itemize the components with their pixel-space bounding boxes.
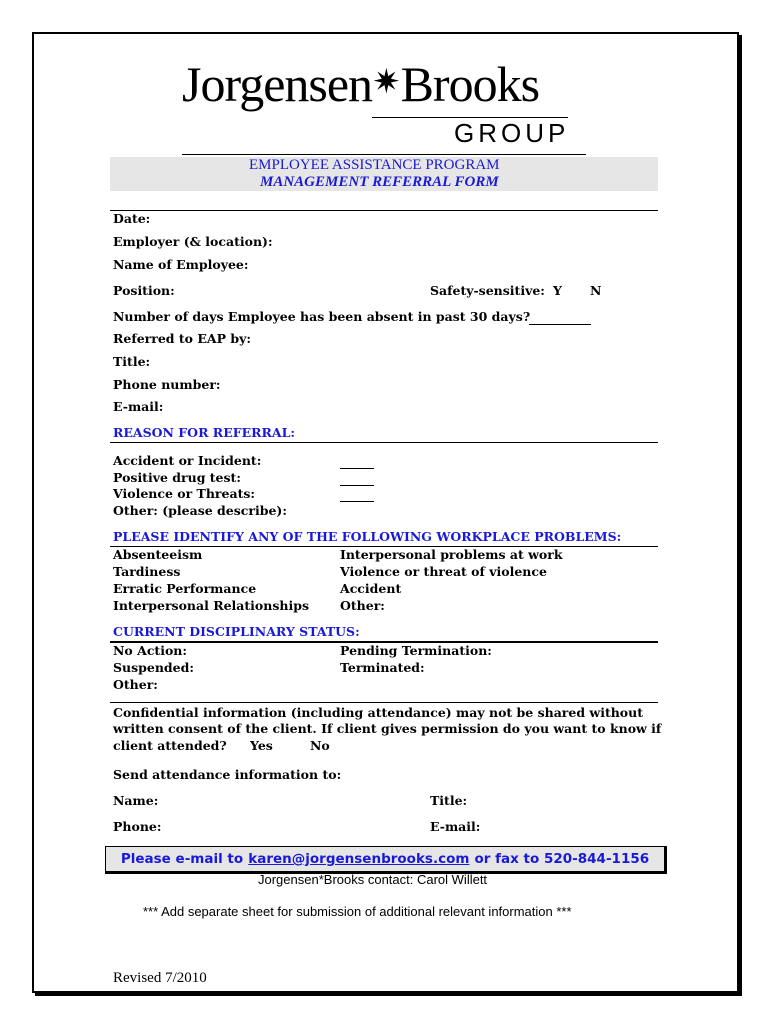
safety-yes-option[interactable]: Y — [553, 283, 562, 298]
problem-accident[interactable]: Accident — [340, 581, 402, 596]
program-title: EMPLOYEE ASSISTANCE PROGRAM — [249, 157, 500, 173]
discipline-other[interactable]: Other: — [113, 677, 158, 692]
date-label: Date: — [113, 211, 151, 226]
problem-violence-threat[interactable]: Violence or threat of violence — [340, 564, 547, 579]
confidential-line-2: written consent of the client. If client gives permission do you want to know if — [113, 721, 662, 736]
reason-accident: Accident or Incident: — [113, 453, 262, 468]
phone-number-label: Phone number: — [113, 377, 221, 392]
send-attendance-label: Send attendance information to: — [113, 767, 342, 782]
problem-interpersonal-work[interactable]: Interpersonal problems at work — [340, 547, 563, 562]
confidential-line-3: client attended? — [113, 738, 227, 753]
submission-prefix: Please e-mail to — [120, 851, 244, 867]
submission-box — [105, 846, 667, 874]
problem-erratic-performance[interactable]: Erratic Performance — [113, 581, 257, 596]
reason-heading: REASON FOR REFERRAL: — [113, 425, 296, 440]
revised-date: Revised 7/2010 — [113, 970, 207, 986]
discipline-terminated[interactable]: Terminated: — [340, 660, 425, 675]
reason-violence-blank[interactable] — [340, 487, 374, 506]
attendance-title-label: Title: — [430, 793, 468, 808]
confidential-line-1: Confidential information (including attendance) may not be shared without — [113, 705, 644, 720]
problem-interpersonal-relationships[interactable]: Interpersonal Relationships — [113, 598, 309, 613]
attendance-email-label: E-mail: — [430, 819, 481, 834]
problem-other[interactable]: Other: — [340, 598, 385, 613]
problems-heading: PLEASE IDENTIFY ANY OF THE FOLLOWING WORKPLACE PROBLEMS: — [113, 529, 622, 544]
discipline-no-action[interactable]: No Action: — [113, 643, 187, 658]
problem-tardiness[interactable]: Tardiness — [113, 564, 181, 579]
logo-name-left: Jorgensen — [182, 56, 373, 112]
reason-drug-test: Positive drug test: — [113, 470, 241, 485]
reason-divider — [110, 442, 658, 443]
discipline-suspended[interactable]: Suspended: — [113, 660, 194, 675]
problem-absenteeism[interactable]: Absenteeism — [113, 547, 203, 562]
safety-no-option[interactable]: N — [590, 283, 602, 298]
discipline-heading: CURRENT DISCIPLINARY STATUS: — [113, 624, 360, 639]
attended-no-option[interactable]: No — [310, 738, 330, 753]
employer-label: Employer (& location): — [113, 234, 273, 249]
company-logo — [182, 55, 539, 113]
reason-violence: Violence or Threats: — [113, 486, 255, 501]
position-label: Position: — [113, 283, 175, 298]
section-divider-top — [110, 210, 658, 211]
confidential-divider — [110, 702, 658, 703]
days-absent-blank[interactable] — [529, 310, 591, 329]
discipline-pending-termination[interactable]: Pending Termination: — [340, 643, 492, 658]
header-divider — [182, 154, 586, 155]
contact-line: Jorgensen*Brooks contact: Carol Willett — [258, 872, 488, 887]
safety-sensitive-label: Safety-sensitive: — [430, 283, 545, 298]
logo-star-icon: ✷ — [372, 62, 401, 102]
attended-yes-option[interactable]: Yes — [250, 738, 273, 753]
attendance-name-label: Name: — [113, 793, 159, 808]
form-title: MANAGEMENT REFERRAL FORM — [260, 174, 499, 190]
referred-by-label: Referred to EAP by: — [113, 331, 251, 346]
email-label: E-mail: — [113, 399, 164, 414]
submission-email-link[interactable]: karen@jorgensenbrooks.com — [248, 851, 470, 867]
attendance-phone-label: Phone: — [113, 819, 162, 834]
logo-group: GROUP — [454, 118, 570, 148]
reason-other: Other: (please describe): — [113, 503, 287, 518]
logo-name-right: Brooks — [400, 56, 540, 112]
days-absent-label: Number of days Employee has been absent in past 30 days? — [113, 309, 531, 324]
title-label: Title: — [113, 354, 151, 369]
submission-fax: or fax to 520-844-1156 — [474, 851, 650, 867]
additional-sheet-note: *** Add separate sheet for submission of additional relevant information *** — [143, 904, 572, 919]
employee-name-label: Name of Employee: — [113, 257, 249, 272]
